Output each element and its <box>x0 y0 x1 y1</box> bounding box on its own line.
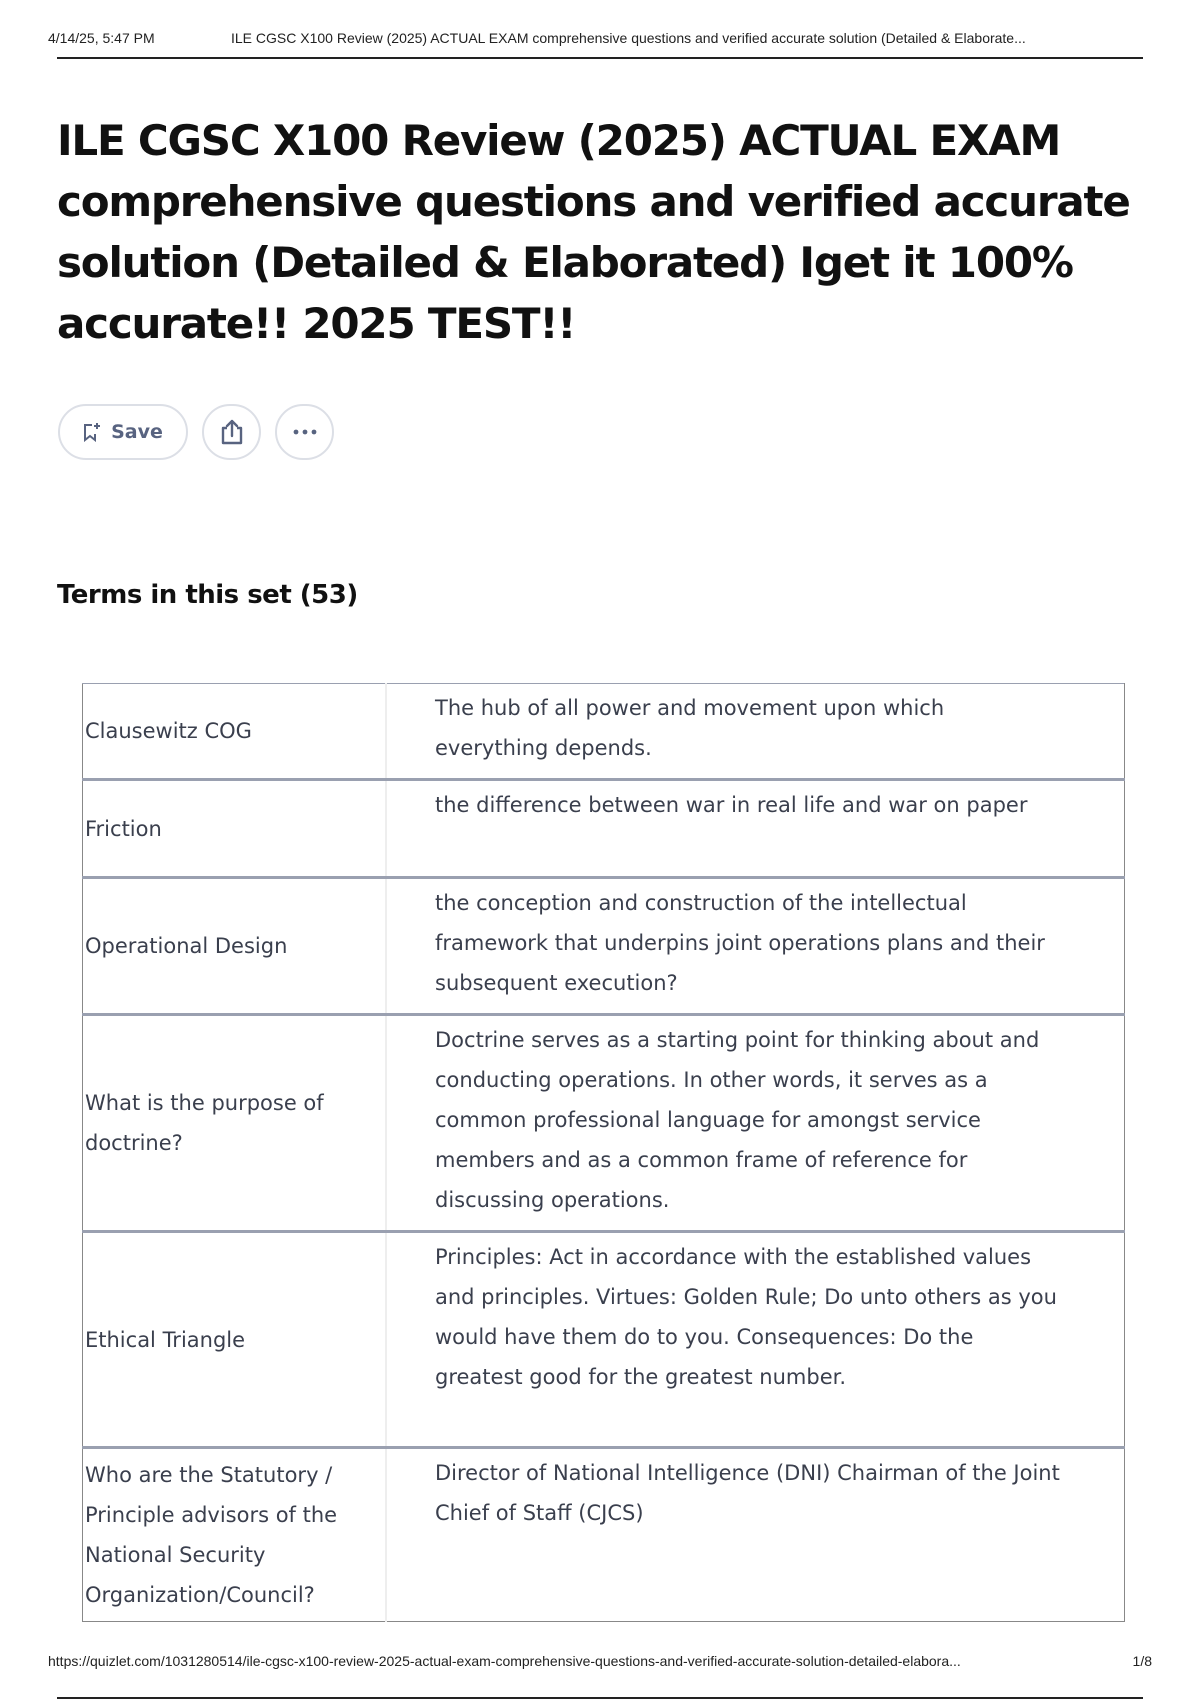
more-horizontal-icon <box>292 429 318 435</box>
table-row <box>83 1232 1125 1448</box>
definition: Director of National Intelligence (DNI) Chairman of the Joint Chief of Staff (CJCS) <box>386 1448 1125 1622</box>
table-row <box>83 780 1125 878</box>
footer-divider <box>57 1697 1143 1699</box>
print-footer <box>48 1653 1152 1669</box>
definition: the conception and construction of the intellectual framework that underpins joint operations plans and their subsequent execution? <box>386 878 1125 1015</box>
term: Operational Design <box>83 878 387 1015</box>
print-datetime: 4/14/25, 5:47 PM <box>48 30 155 46</box>
table-row <box>83 1015 1125 1232</box>
terms-heading: Terms in this set (53) <box>57 580 358 610</box>
action-bar <box>58 404 334 460</box>
term: Who are the Statutory / Principle advisors of the National Security Organization/Council? <box>83 1448 387 1622</box>
table-row <box>83 684 1125 780</box>
share-icon <box>219 418 245 446</box>
definition: Principles: Act in accordance with the established values and principles. Virtues: Golden Rule; Do unto others as you would have them do to you. Consequences: Do the greatest good for the greatest number. <box>386 1232 1125 1448</box>
terms-table <box>82 683 1125 1622</box>
term: Friction <box>83 780 387 878</box>
term: What is the purpose of doctrine? <box>83 1015 387 1232</box>
share-button[interactable] <box>202 404 261 460</box>
print-doc-title: ILE CGSC X100 Review (2025) ACTUAL EXAM comprehensive questions and verified accurate solution (Detailed & Elaborate... <box>231 30 1026 46</box>
header-divider <box>57 57 1143 59</box>
page-title: ILE CGSC X100 Review (2025) ACTUAL EXAM comprehensive questions and verified accurate solution (Detailed & Elaborated) Iget it 100% accurate!! 2025 TEST!! <box>57 116 1130 348</box>
page-url: https://quizlet.com/1031280514/ile-cgsc-x100-review-2025-actual-exam-comprehensive-questions-and-verified-accurate-solution-detailed-elabora... <box>48 1653 961 1669</box>
term: Ethical Triangle <box>83 1232 387 1448</box>
table-row <box>83 1448 1125 1622</box>
term: Clausewitz COG <box>83 684 387 780</box>
print-header <box>48 30 1152 46</box>
definition: The hub of all power and movement upon which everything depends. <box>386 684 1125 780</box>
table-row <box>83 878 1125 1015</box>
page-number: 1/8 <box>1132 1653 1152 1669</box>
bookmark-add-icon <box>83 422 101 442</box>
save-label: Save <box>111 421 163 443</box>
definition: Doctrine serves as a starting point for thinking about and conducting operations. In other words, it serves as a common professional language for amongst service members and as a common frame of reference for discussing operations. <box>386 1015 1125 1232</box>
save-button[interactable] <box>58 404 188 460</box>
definition: the difference between war in real life and war on paper <box>386 780 1125 878</box>
more-options-button[interactable] <box>275 404 334 460</box>
